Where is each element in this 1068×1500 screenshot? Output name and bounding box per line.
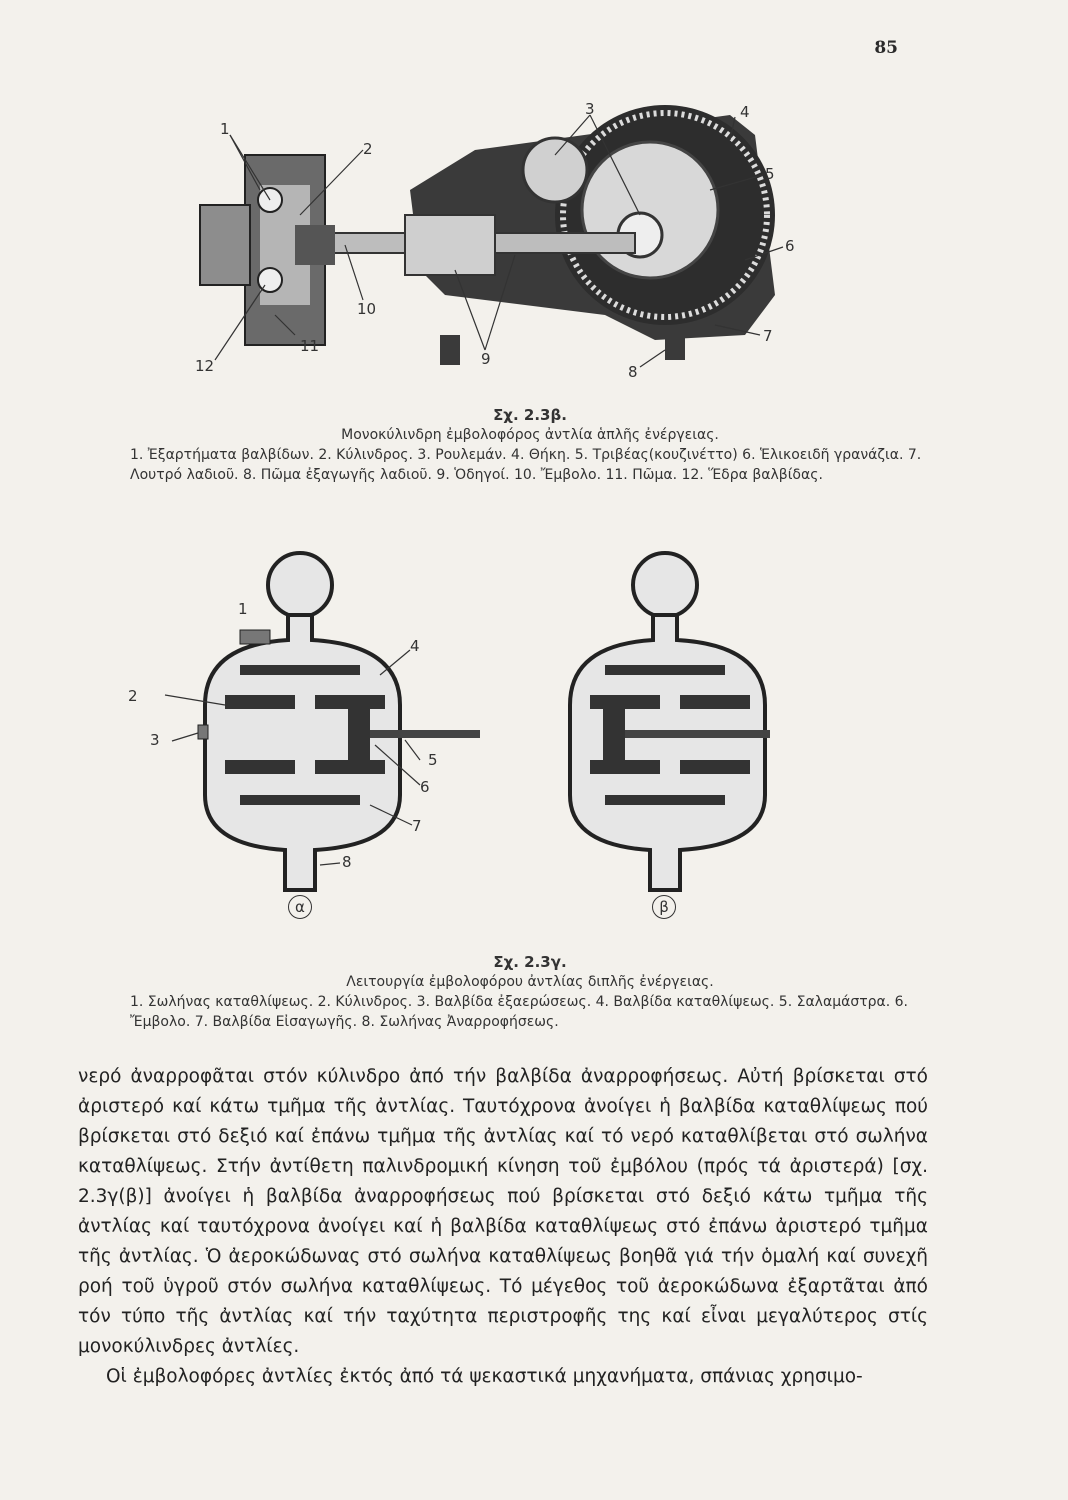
callout-4: 4 <box>740 103 750 121</box>
paragraph: νερό ἀναρροφᾶται στόν κύλινδρο ἀπό τήν βαλβίδα ἀναρροφήσεως. Αὐτή βρίσκεται στό ἀριστερό καί κάτω τμῆμα τῆς ἀντλίας. Ταυτόχρονα ἀνοίγει ἡ βαλβίδα καταθλίψεως πού βρίσκεται στό δεξιό καί ἐπάνω τμῆμα τῆς ἀντλίας καί τό νερό καταθλίβεται στό σωλήνα καταθλίψεως. Στήν ἀντίθετη παλινδρομική κίνηση τοῦ ἐμβόλου (πρός τά ἀριστερά) [σχ. 2.3γ(β)] ἀνοίγει ἡ βαλβίδα ἀναρροφήσεως πού βρίσκεται στό δεξιό κάτω τμῆμα τῆς ἀντλίας καί ταυτόχρονα ἀνοίγει καί ἡ βαλβίδα καταθλίψεως στό ἐπάνω ἀριστερό τμῆμα τῆς ἀντλίας. Ὁ ἀεροκώδωνας στό σωλήνα καταθλίψεως βοηθᾶ γιά τήν ὁμαλή καί συνεχῆ ροή τοῦ ὑγροῦ στόν σωλήνα καταθλίψεως. Τό μέγεθος τοῦ ἀεροκώδωνα ἐξαρτᾶται ἀπό τόν τύπο τῆς ἀντλίας καί τήν ταχύτητα περιστροφῆς της καί εἶναι μεγαλύτερος στίς μονοκύλινδρες ἀντλίες. <box>78 1066 928 1357</box>
callout-1: 1 <box>238 600 248 618</box>
pump-cross-section-drawing <box>185 95 805 385</box>
label-b: β <box>652 895 676 919</box>
callout-3: 3 <box>585 100 595 118</box>
callout-7: 7 <box>763 327 773 345</box>
callout-6: 6 <box>420 778 430 796</box>
page-number: 85 <box>874 38 898 58</box>
figure-double-acting-pump <box>120 545 900 945</box>
caption-subtitle: Μονοκύλινδρη ἐμβολοφόρος ἀντλία ἁπλῆς ἐνέργειας. <box>341 427 719 443</box>
callout-3: 3 <box>150 731 160 749</box>
double-acting-pump-drawing <box>120 545 900 945</box>
callout-2: 2 <box>128 687 138 705</box>
caption-subtitle: Λειτουργία ἐμβολοφόρου ἀντλίας διπλῆς ἐνέργειας. <box>346 974 714 990</box>
figure-caption-bottom <box>90 952 970 1032</box>
callout-6: 6 <box>785 237 795 255</box>
callout-1: 1 <box>220 120 230 138</box>
body-text <box>78 1062 928 1392</box>
caption-title: Σχ. 2.3β. <box>493 406 567 424</box>
caption-legend: 1. Ἐξαρτήματα βαλβίδων. 2. Κύλινδρος. 3. Ρουλεμάν. 4. Θήκη. 5. Τριβέας(κουζινέττο) 6. Ἑλικοειδῆ γρανάζια. 7. Λουτρό λαδιοῦ. 8. Πῶμα ἐξαγωγῆς λαδιοῦ. 9. Ὁδηγοί. 10. Ἔμβολο. 11. Πῶμα. 12. Ἕδρα βαλβίδας. <box>130 447 922 483</box>
callout-5: 5 <box>428 751 438 769</box>
callout-2: 2 <box>363 140 373 158</box>
callout-9: 9 <box>481 350 491 368</box>
callout-10: 10 <box>357 300 377 318</box>
caption-title: Σχ. 2.3γ. <box>493 953 567 971</box>
callout-7: 7 <box>412 817 422 835</box>
label-a: α <box>288 895 312 919</box>
callout-4: 4 <box>410 637 420 655</box>
paragraph: Οἱ ἐμβολοφόρες ἀντλίες ἐκτός ἀπό τά ψεκαστικά μηχανήματα, σπάνιας χρησιμο- <box>106 1366 863 1387</box>
callout-11: 11 <box>300 337 320 355</box>
callout-8: 8 <box>628 363 638 381</box>
caption-legend: 1. Σωλήνας καταθλίψεως. 2. Κύλινδρος. 3. Βαλβίδα ἐξαερώσεως. 4. Βαλβίδα καταθλίψεως. 5. Σαλαμάστρα. 6. Ἔμβολο. 7. Βαλβίδα Εἰσαγωγῆς. 8. Σωλήνας Ἀναρροφήσεως. <box>130 994 909 1030</box>
figure-single-acting-pump <box>185 95 805 385</box>
callout-8: 8 <box>342 853 352 871</box>
callout-5: 5 <box>765 165 775 183</box>
figure-caption-top <box>90 405 970 485</box>
callout-12: 12 <box>195 357 215 375</box>
